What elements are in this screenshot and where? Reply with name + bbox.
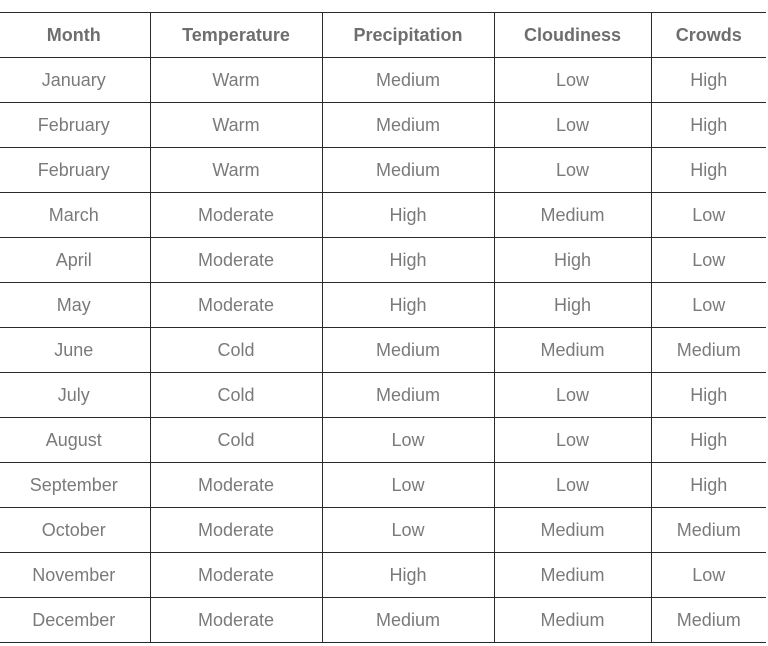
- cell-cloudiness: Medium: [494, 553, 651, 598]
- cell-precipitation: Medium: [322, 148, 494, 193]
- cell-cloudiness: High: [494, 238, 651, 283]
- cell-cloudiness: Medium: [494, 598, 651, 643]
- cell-precipitation: Medium: [322, 103, 494, 148]
- cell-cloudiness: Medium: [494, 193, 651, 238]
- cell-cloudiness: Medium: [494, 508, 651, 553]
- cell-crowds: High: [651, 148, 766, 193]
- cell-cloudiness: Low: [494, 148, 651, 193]
- column-header-cloudiness: Cloudiness: [494, 13, 651, 58]
- cell-crowds: Medium: [651, 508, 766, 553]
- cell-month: August: [0, 418, 150, 463]
- cell-crowds: Medium: [651, 598, 766, 643]
- cell-cloudiness: Low: [494, 58, 651, 103]
- cell-precipitation: High: [322, 238, 494, 283]
- table-row: [0, 238, 766, 283]
- table-header: [0, 13, 766, 58]
- table-row: [0, 148, 766, 193]
- column-header-precipitation: Precipitation: [322, 13, 494, 58]
- table-row: [0, 328, 766, 373]
- cell-month: May: [0, 283, 150, 328]
- climate-table: [0, 12, 766, 643]
- cell-cloudiness: Low: [494, 463, 651, 508]
- table-row: [0, 58, 766, 103]
- table-row: [0, 283, 766, 328]
- cell-cloudiness: High: [494, 283, 651, 328]
- cell-precipitation: Low: [322, 463, 494, 508]
- cell-temperature: Warm: [150, 148, 322, 193]
- cell-month: March: [0, 193, 150, 238]
- table-body: [0, 58, 766, 643]
- cell-crowds: High: [651, 103, 766, 148]
- cell-cloudiness: Low: [494, 103, 651, 148]
- cell-precipitation: High: [322, 193, 494, 238]
- cell-month: June: [0, 328, 150, 373]
- cell-temperature: Moderate: [150, 598, 322, 643]
- cell-cloudiness: Low: [494, 418, 651, 463]
- cell-crowds: Low: [651, 193, 766, 238]
- cell-crowds: Low: [651, 283, 766, 328]
- column-header-temperature: Temperature: [150, 13, 322, 58]
- cell-temperature: Moderate: [150, 553, 322, 598]
- cell-temperature: Moderate: [150, 508, 322, 553]
- cell-month: February: [0, 103, 150, 148]
- cell-precipitation: High: [322, 283, 494, 328]
- cell-temperature: Moderate: [150, 283, 322, 328]
- cell-month: December: [0, 598, 150, 643]
- cell-precipitation: Low: [322, 508, 494, 553]
- cell-cloudiness: Low: [494, 373, 651, 418]
- column-header-crowds: Crowds: [651, 13, 766, 58]
- cell-crowds: High: [651, 463, 766, 508]
- cell-precipitation: Medium: [322, 328, 494, 373]
- table-row: [0, 193, 766, 238]
- cell-month: September: [0, 463, 150, 508]
- table-row: [0, 553, 766, 598]
- cell-crowds: High: [651, 58, 766, 103]
- cell-temperature: Cold: [150, 418, 322, 463]
- cell-precipitation: Medium: [322, 373, 494, 418]
- cell-crowds: High: [651, 373, 766, 418]
- cell-precipitation: Medium: [322, 58, 494, 103]
- table-row: [0, 598, 766, 643]
- cell-month: April: [0, 238, 150, 283]
- cell-temperature: Moderate: [150, 463, 322, 508]
- cell-precipitation: High: [322, 553, 494, 598]
- column-header-month: Month: [0, 13, 150, 58]
- cell-crowds: Medium: [651, 328, 766, 373]
- cell-month: October: [0, 508, 150, 553]
- table-row: [0, 508, 766, 553]
- cell-crowds: Low: [651, 238, 766, 283]
- table-row: [0, 373, 766, 418]
- cell-month: November: [0, 553, 150, 598]
- cell-temperature: Warm: [150, 103, 322, 148]
- cell-month: February: [0, 148, 150, 193]
- cell-temperature: Moderate: [150, 193, 322, 238]
- cell-precipitation: Medium: [322, 598, 494, 643]
- header-row: [0, 13, 766, 58]
- cell-cloudiness: Medium: [494, 328, 651, 373]
- table-row: [0, 418, 766, 463]
- table-row: [0, 103, 766, 148]
- cell-crowds: Low: [651, 553, 766, 598]
- cell-precipitation: Low: [322, 418, 494, 463]
- cell-month: January: [0, 58, 150, 103]
- cell-temperature: Warm: [150, 58, 322, 103]
- cell-crowds: High: [651, 418, 766, 463]
- cell-month: July: [0, 373, 150, 418]
- cell-temperature: Cold: [150, 328, 322, 373]
- cell-temperature: Moderate: [150, 238, 322, 283]
- table-row: [0, 463, 766, 508]
- cell-temperature: Cold: [150, 373, 322, 418]
